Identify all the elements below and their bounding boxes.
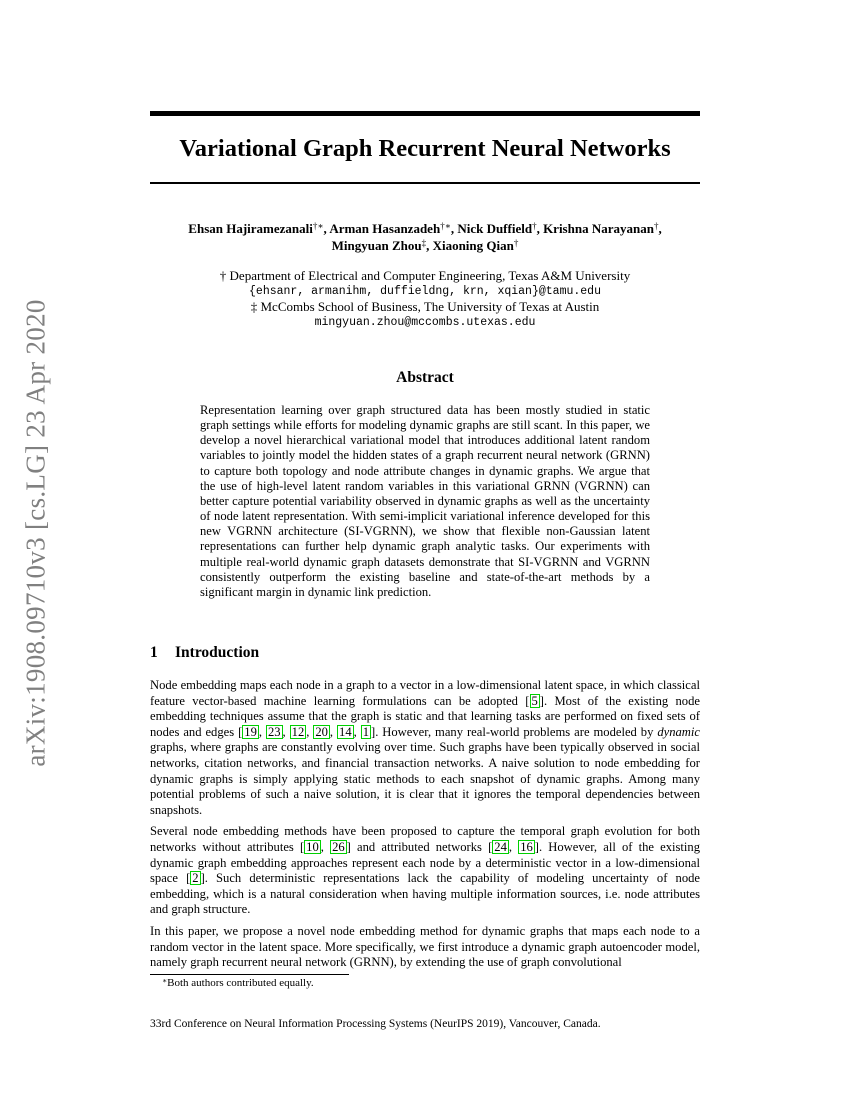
footnote-rule xyxy=(150,974,349,975)
author-name: Ehsan Hajiramezanali xyxy=(188,221,313,236)
author-mark: ‡ xyxy=(421,238,427,248)
conference-footer: 33rd Conference on Neural Information Processing Systems (NeurIPS 2019), Vancouver, Canada. xyxy=(150,1018,601,1030)
citation-separator: , xyxy=(306,724,314,739)
citation-link[interactable]: 2 xyxy=(192,871,199,886)
citation-link[interactable]: 14 xyxy=(339,724,352,739)
author-mark: † xyxy=(532,221,537,231)
author-separator: , xyxy=(536,221,544,236)
arxiv-identifier-stamp: arXiv:1908.09710v3 [cs.LG] 23 Apr 2020 xyxy=(20,299,51,767)
abstract-heading: Abstract xyxy=(396,369,454,386)
author-mark: †∗ xyxy=(440,221,451,231)
citation-separator: , xyxy=(508,839,519,854)
paragraph-text: graphs, where graphs are constantly evolving over time. Such graphs have been typically observed in social networks, citation networks, and financial transaction networks. A naive solution to node embedding for dynamic graphs is simply applying static methods to each snapshot of dynamic graphs. Among many potential problems of such a naive solution, it is clear that it ignores the temporal dependencies between snapshots. xyxy=(150,740,700,817)
author-name: Arman Hasanzadeh xyxy=(329,221,441,236)
author-separator: , xyxy=(450,221,458,236)
footnote xyxy=(162,976,702,990)
citation-link[interactable]: 24 xyxy=(494,839,507,854)
citation-separator: , xyxy=(353,724,361,739)
author-separator: , xyxy=(323,221,330,236)
affiliations xyxy=(150,268,700,330)
section-title: Introduction xyxy=(175,644,260,661)
paragraph-text: ]. Such deterministic representations lack the capability of modeling uncertainty of node embedding, which is a natural consideration when having multiple information sources, i.e. node attributes and graph structure. xyxy=(150,871,701,917)
section-heading-introduction xyxy=(150,643,700,663)
paper-title: Variational Graph Recurrent Neural Networks xyxy=(179,135,671,162)
citation-separator: , xyxy=(258,724,266,739)
author-separator: , xyxy=(426,238,433,253)
author-mark: † xyxy=(513,238,519,248)
citation-link[interactable]: 20 xyxy=(315,724,328,739)
author-mark: †∗ xyxy=(312,221,324,231)
paragraph-text: Node embedding maps each node in a graph to a vector in a low-dimensional latent space, in which classical feature vector-based machine learning formulations can be adopted [ xyxy=(150,678,700,708)
citation-separator: , xyxy=(320,839,331,854)
author-name: Nick Duffield xyxy=(457,221,533,236)
citation-link[interactable]: 5 xyxy=(531,693,538,708)
author-mark: † xyxy=(653,221,659,231)
author-list xyxy=(150,220,700,254)
abstract-text: Representation learning over graph structured data has been mostly studied in static graph settings while efforts for modeling dynamic graphs are still scant. In this paper, we develop a novel hierarchical variational model that introduces additional latent random variables to jointly model the hidden states of a graph recurrent neural network (GRNN) to capture both topology and node attribute changes in dynamic graphs. We argue that the use of high-level latent random variables in this variational GRNN (VGRNN) can better capture potential variability observed in dynamic graphs as well as the uncertainty of node latent representation. With semi-implicit variational inference developed for this new VGRNN architecture (SI-VGRNN), we show that flexible non-Gaussian latent representations can further help dynamic graph analytic tasks. Our experiments with multiple real-world dynamic graph datasets demonstrate that SI-VGRNN and VGRNN consistently outperform the existing baseline and state-of-the-art methods by a significant margin in dynamic link prediction. xyxy=(200,403,650,599)
email-tamu: {ehsanr, armanihm, duffieldng, krn, xqian}@tamu.edu xyxy=(249,284,601,298)
citation-link[interactable]: 19 xyxy=(244,724,257,739)
citation-link[interactable]: 23 xyxy=(267,724,281,739)
citation-separator: , xyxy=(282,724,290,739)
paragraph-text: ]. Most of the existing node embedding techniques assume that the graph is static and that learning tasks are performed on fixed sets of nodes and edges [ xyxy=(150,693,700,739)
citation-separator: , xyxy=(329,724,338,739)
paragraph xyxy=(150,824,700,918)
section-number: 1 xyxy=(150,644,158,661)
footnote-text: Both authors contributed equally. xyxy=(167,977,314,989)
title-rule-top xyxy=(150,111,700,116)
emphasis-text: dynamic xyxy=(657,724,700,739)
title-rule-bottom xyxy=(150,182,700,184)
paragraph xyxy=(150,678,700,818)
footnote-mark: ∗ xyxy=(162,976,168,985)
affiliation-tamu: † Department of Electrical and Computer Engineering, Texas A&M University xyxy=(219,268,631,283)
citation-link[interactable]: 16 xyxy=(520,839,533,854)
citation-link[interactable]: 12 xyxy=(291,724,305,739)
citation-link[interactable]: 1 xyxy=(362,724,369,739)
citation-link[interactable]: 10 xyxy=(306,839,319,854)
author-name: Krishna Narayanan xyxy=(543,221,654,236)
introduction-body xyxy=(150,678,700,977)
paragraph-text: ] and attributed networks [ xyxy=(346,839,493,854)
author-separator: , xyxy=(658,221,662,236)
paragraph: In this paper, we propose a novel node embedding method for dynamic graphs that maps each node to a random vector in the latent space. More specifically, we first introduce a dynamic graph autoencoder model, namely graph recurrent neural network (GRNN), by extending the use of graph convolutional xyxy=(150,923,700,970)
paragraph-text: Several node embedding methods have been proposed to capture the temporal graph evolution for both networks without attributes [ xyxy=(150,824,700,854)
citation-link[interactable]: 26 xyxy=(332,839,345,854)
affiliation-utexas: ‡ McCombs School of Business, The University of Texas at Austin xyxy=(250,299,600,314)
author-name: Xiaoning Qian xyxy=(432,238,514,253)
author-name: Mingyuan Zhou xyxy=(331,238,422,253)
paragraph-text: ]. However, many real-world problems are modeled by xyxy=(371,724,658,739)
email-utexas: mingyuan.zhou@mccombs.utexas.edu xyxy=(314,315,536,329)
paragraph-text: ]. However, all of the existing dynamic graph embedding approaches represent each node by a deterministic vector in a low-dimensional space [ xyxy=(150,839,701,886)
